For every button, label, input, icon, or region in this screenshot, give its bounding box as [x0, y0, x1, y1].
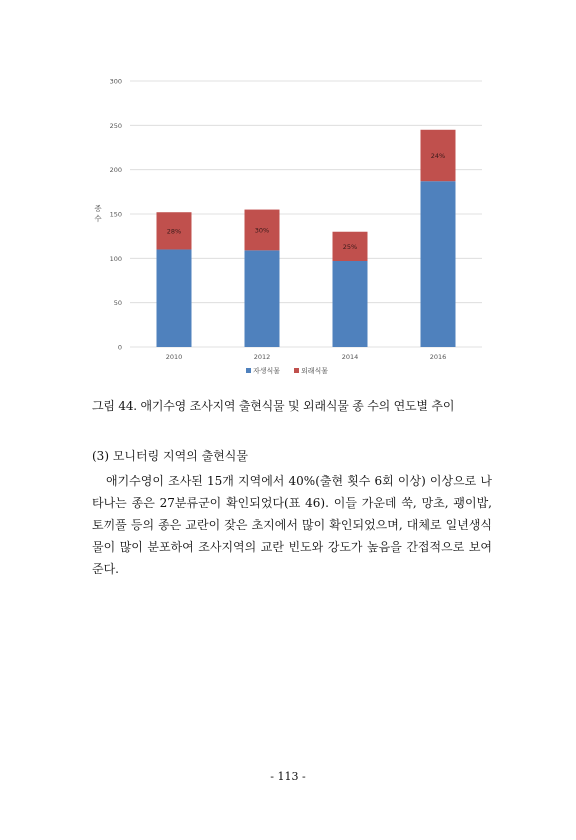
species-count-chart — [86, 68, 490, 388]
data-label: 30% — [254, 226, 270, 235]
x-tick-label: 2016 — [429, 353, 447, 361]
page-number: - 113 - — [270, 770, 306, 783]
legend-swatch — [294, 368, 299, 373]
bar-segment-native — [333, 261, 368, 347]
x-tick-label: 2012 — [253, 353, 271, 361]
legend — [246, 366, 328, 375]
legend-label: 외래식물 — [301, 367, 329, 375]
y-tick-label: 0 — [117, 343, 122, 352]
bar-segment-native — [245, 250, 280, 347]
y-axis-label — [94, 204, 102, 223]
x-tick-label: 2014 — [341, 353, 359, 361]
y-tick-label: 100 — [109, 254, 122, 263]
y-axis-label-char: 수 — [94, 214, 102, 223]
legend-swatch — [246, 368, 251, 373]
y-axis-label-char: 종 — [94, 204, 102, 213]
body-paragraph: 애기수영이 조사된 15개 지역에서 40%(출현 횟수 6회 이상) 이상으로 나타나는 종은 27분류군이 확인되었다(표 46). 이들 가운데 쑥, 망초, 괭이밥, 토끼풀 등의 종은 교란이 잦은 초지에서 많이 확인되었으며, 대체로 일년생식물이 많이 분포하여 조사지역의 교란 빈도와 강도가 높음을 간접적으로 보여준다. — [92, 474, 492, 576]
y-tick-label: 300 — [109, 77, 122, 86]
bars — [157, 130, 456, 347]
x-tick-label: 2010 — [165, 353, 183, 361]
y-axis-ticks — [110, 78, 122, 352]
legend-label: 자생식물 — [253, 367, 281, 375]
figure-caption: 그림 44. 애기수영 조사지역 출현식물 및 외래식물 종 수의 연도별 추이 — [92, 399, 455, 413]
section-heading: (3) 모니터링 지역의 출현식물 — [92, 449, 248, 463]
y-tick-label: 250 — [109, 121, 122, 130]
data-label: 25% — [342, 242, 358, 251]
data-label: 24% — [430, 151, 446, 160]
y-tick-label: 50 — [113, 299, 122, 308]
y-tick-label: 150 — [109, 210, 122, 219]
bar-segment-native — [157, 249, 192, 347]
x-axis-ticks — [166, 353, 447, 361]
y-tick-label: 200 — [109, 166, 122, 175]
bar-segment-native — [421, 181, 456, 347]
data-label: 28% — [166, 227, 182, 236]
